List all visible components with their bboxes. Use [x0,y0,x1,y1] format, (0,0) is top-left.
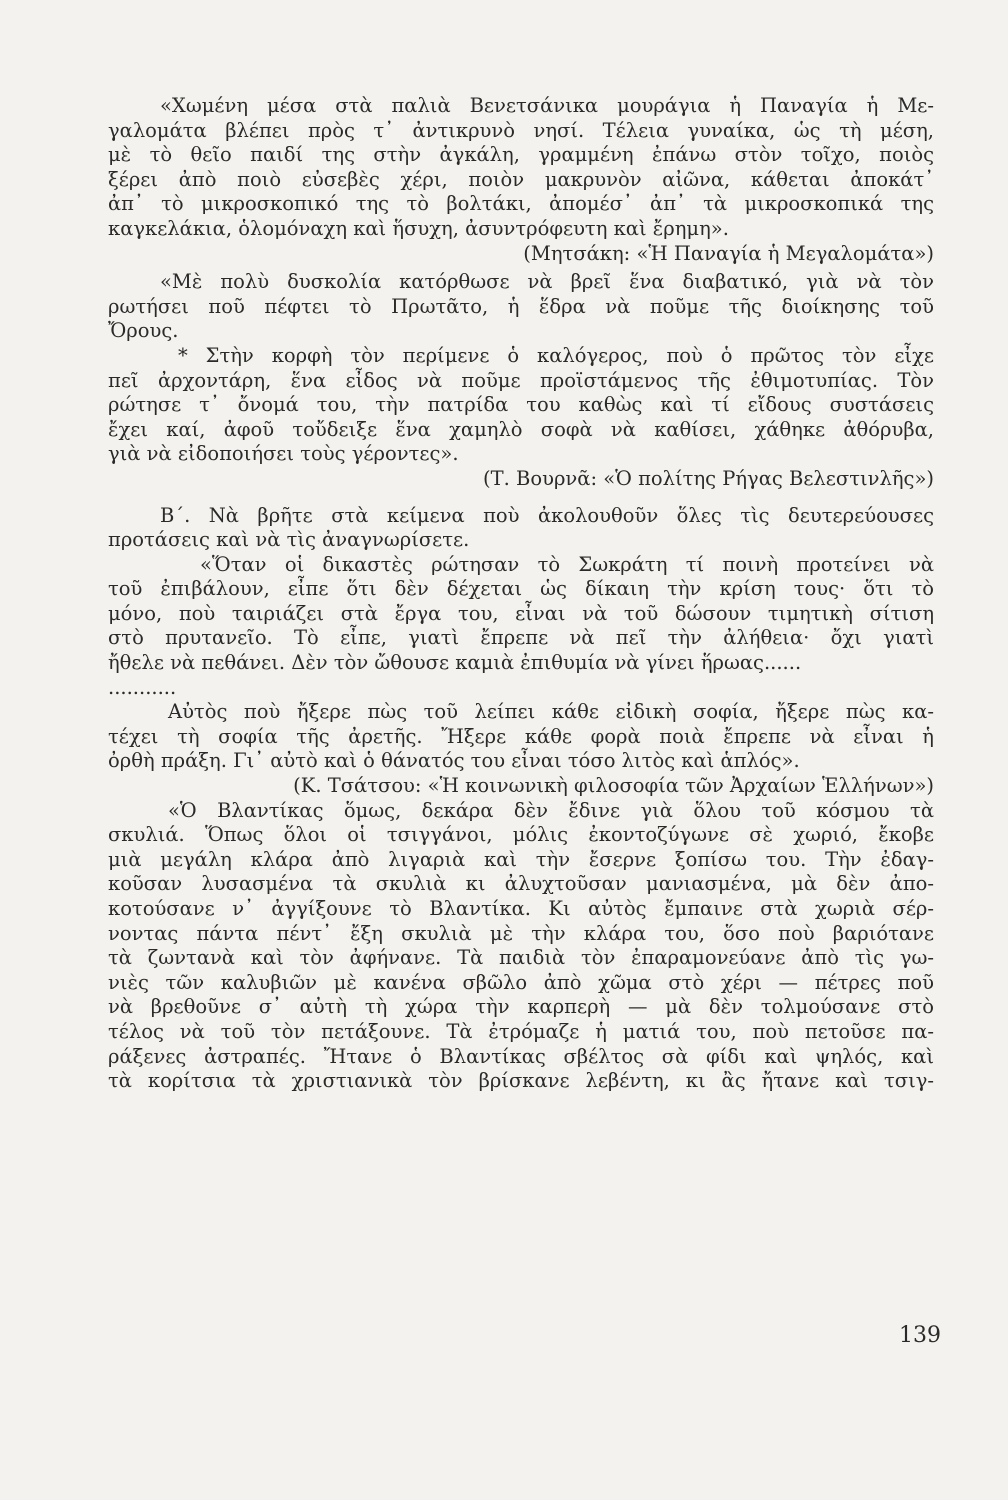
text-line: τὰ ζωντανὰ καὶ τὸν ἀφήνανε. Τὰ παιδιὰ τὸν ἐπαραμονεύανε ἀπὸ τὶς γω- [108,946,934,970]
text-line: μὲ τὸ θεῖο παιδί της στὴν ἀγκάλη, γραμμένη ἐπάνω στὸν τοῖχο, ποιὸς [108,143,934,167]
text-line: Ὄρους. [108,319,179,343]
text-line: ξέρει ἀπὸ ποιὸ εὐσεβὲς χέρι, ποιὸν μακρυνὸν αἰῶνα, κάθεται ἀποκάτ᾿ [108,167,934,191]
text-line: τὰ κορίτσια τὰ χριστιανικὰ τὸν βρίσκανε λεβέντη, κι ἂς ἤτανε καὶ τσιγ- [108,1069,934,1093]
text-line: προτάσεις καὶ νὰ τὶς ἀναγνωρίσετε. [108,528,470,552]
text-line: «Ὅταν οἱ δικαστὲς ρώτησαν τὸ Σωκράτη τί ποινὴ προτείνει νὰ [200,552,934,576]
text-line: «Χωμένη μέσα στὰ παλιὰ Βενετσάνικα μουράγια ἡ Παναγία ἡ Με- [160,94,934,117]
page-number: 139 [899,1323,941,1348]
text-line: νιὲς τῶν καλυβιῶν μὲ κανένα σβῶλο ἀπὸ χῶμα στὸ χέρι — πέτρες ποῦ [108,970,934,994]
text-line: «Ὁ Βλαντίκας ὅμως, δεκάρα δὲν ἔδινε γιὰ ὅλου τοῦ κόσμου τὰ [168,798,934,822]
text-line: ὀρθὴ πράξη. Γι᾿ αὐτὸ καὶ ὁ θάνατός του εἶναι τόσο λιτὸς καὶ ἁπλός». [108,749,800,773]
text-line: ρωτήσει ποῦ πέφτει τὸ Πρωτᾶτο, ἡ ἕδρα νὰ ποῦμε τῆς διοίκησης τοῦ [108,294,934,318]
text-line: ράξενες ἀστραπές. Ἤτανε ὁ Βλαντίκας σβέλτος σὰ φίδι καὶ ψηλός, καὶ [108,1044,934,1068]
citation: (Μητσάκη: «Ἡ Παναγία ἡ Μεγαλομάτα») [523,241,934,265]
text-line: στὸ πρυτανεῖο. Τὸ εἶπε, γιατὶ ἔπρεπε νὰ πεῖ τὴν ἀλήθεια· ὄχι γιατὶ [108,626,934,650]
text-line: ἤθελε νὰ πεθάνει. Δὲν τὸν ὤθουσε καμιὰ ἐπιθυμία νὰ γίνει ἥρωας...... [108,651,802,675]
text-line: γαλομάτα βλέπει πρὸς τ᾿ ἀντικρυνὸ νησί. Τέλεια γυναίκα, ὡς τὴ μέση, [108,118,934,142]
text-line: μόνο, ποὺ ταιριάζει στὰ ἔργα του, εἶναι νὰ τοῦ δώσουν τιμητικὴ σίτιση [108,601,934,625]
text-line: κοῦσαν λυσασμένα τὰ σκυλιὰ κι ἀλυχτοῦσαν μανιασμένα, μὰ δὲν ἀπο- [108,872,934,896]
page-text [108,94,934,1094]
text-line: μιὰ μεγάλη κλάρα ἀπὸ λιγαριὰ καὶ τὴν ἔσερνε ξοπίσω του. Τὴν ἐδαγ- [108,847,934,871]
exercise-heading: Β΄. Νὰ βρῆτε στὰ κείμενα ποὺ ἀκολουθοῦν ὅλες τὶς δευτερεύουσες [160,503,934,527]
text-line: πεῖ ἀρχοντάρη, ἕνα εἶδος νὰ ποῦμε προϊστάμενος τῆς ἐθιμοτυπίας. Τὸν [108,368,934,392]
text-line: τέχει τὴ σοφία τῆς ἀρετῆς. Ἤξερε κάθε φορὰ ποιὰ ἔπρεπε νὰ εἶναι ἡ [108,724,934,748]
text-line: * Στὴν κορφὴ τὸν περίμενε ὁ καλόγερος, ποὺ ὁ πρῶτος τὸν εἶχε [178,343,934,367]
text-line: ἀπ᾿ τὸ μικροσκοπικό της τὸ βολτάκι, ἀπομέσ᾿ ἀπ᾿ τὰ μικροσκοπικά της [108,192,934,216]
text-line: τοῦ ἐπιβάλουν, εἶπε ὅτι δὲν δέχεται ὡς δίκαιη τὴν κρίση τους· ὅτι τὸ [108,577,934,601]
citation: (Κ. Τσάτσου: «Ἡ κοινωνικὴ φιλοσοφία τῶν Ἀρχαίων Ἑλλήνων») [293,774,934,798]
text-line: «Μὲ πολὺ δυσκολία κατόρθωσε νὰ βρεῖ ἕνα διαβατικό, γιὰ νὰ τὸν [160,270,934,294]
text-line: νὰ βρεθοῦνε σ᾿ αὐτὴ τὴ χώρα τὴν καρπερὴ — μὰ δὲν τολμούσανε στὸ [108,995,934,1019]
text-line: κοτούσανε ν᾿ ἀγγίξουνε τὸ Βλαντίκα. Κι αὐτὸς ἔμπαινε στὰ χωριὰ σέρ- [108,897,934,920]
ellipsis-line: ........... [108,675,177,699]
citation: (Τ. Βουρνᾶ: «Ὁ πολίτης Ρήγας Βελεστινλῆς») [483,466,934,490]
text-line: σκυλιά. Ὅπως ὅλοι οἱ τσιγγάνοι, μόλις ἐκοντοζύγωνε σὲ χωριό, ἔκοβε [108,823,934,847]
text-line: καγκελάκια, ὁλομόναχη καὶ ἥσυχη, ἀσυντρόφευτη καὶ ἔρημη». [108,216,729,240]
text-line: γιὰ νὰ εἰδοποιήσει τοὺς γέροντες». [108,442,459,466]
text-line: νοντας πάντα πέντ᾿ ἔξη σκυλιὰ μὲ τὴν κλάρα του, ὅσο ποὺ βαριότανε [108,921,934,945]
text-line: ἔχει καί, ἀφοῦ τοὔδειξε ἕνα χαμηλὸ σοφὰ νὰ καθίσει, χάθηκε ἀθόρυβα, [108,417,934,441]
text-line: Αὐτὸς ποὺ ἤξερε πὼς τοῦ λείπει κάθε εἰδικὴ σοφία, ἤξερε πὼς κα- [168,700,934,724]
text-line: τέλος νὰ τοῦ τὸν πετάξουνε. Τὰ ἐτρόμαζε ἡ ματιά του, ποὺ πετοῦσε πα- [108,1019,934,1043]
text-line: ρώτησε τ᾿ ὄνομά του, τὴν πατρίδα του καθὼς καὶ τί εἴδους συστάσεις [108,393,934,417]
